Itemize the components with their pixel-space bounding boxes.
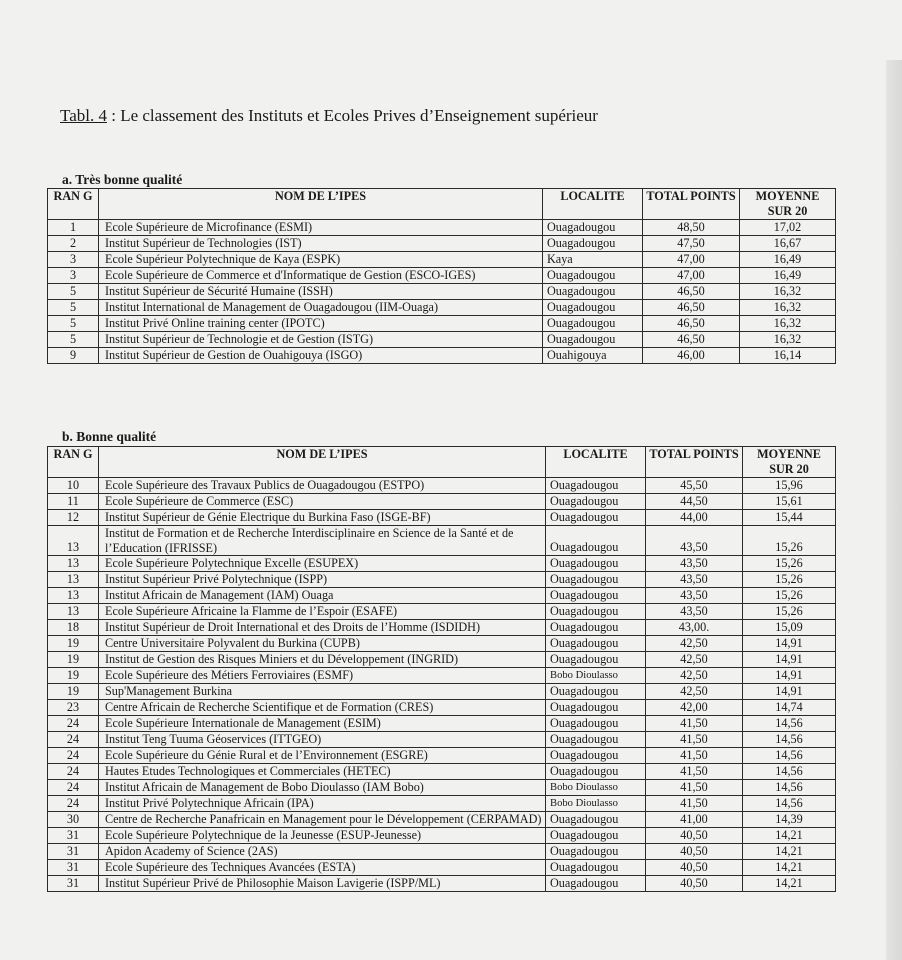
- locality-cell: Ouagadougou: [543, 236, 643, 252]
- table-row: [48, 860, 836, 876]
- average-cell: 16,14: [740, 348, 836, 364]
- rank-cell: 5: [48, 300, 99, 316]
- name-cell: Ecole Supérieure des Techniques Avancées (ESTA): [99, 860, 546, 876]
- total-points-cell: 41,50: [646, 764, 743, 780]
- name-cell: Institut Africain de Management (IAM) Ouaga: [99, 588, 546, 604]
- locality-cell: Ouagadougou: [543, 300, 643, 316]
- total-points-cell: 41,50: [646, 796, 743, 812]
- locality-cell: Ouagadougou: [546, 510, 646, 526]
- locality-cell: Ouagadougou: [543, 220, 643, 236]
- locality-cell: Ouagadougou: [546, 732, 646, 748]
- table-row: [48, 748, 836, 764]
- total-points-cell: 46,00: [643, 348, 740, 364]
- average-cell: 14,91: [743, 668, 836, 684]
- table-row: [48, 716, 836, 732]
- name-cell: Ecole Supérieure des Travaux Publics de Ouagadougou (ESTPO): [99, 478, 546, 494]
- name-cell: Institut Supérieur de Gestion de Ouahigouya (ISGO): [99, 348, 543, 364]
- average-cell: 14,56: [743, 796, 836, 812]
- average-cell: 15,26: [743, 572, 836, 588]
- section-b-title: b. Bonne qualité: [62, 429, 157, 444]
- locality-cell: Ouagadougou: [546, 588, 646, 604]
- rank-cell: 19: [48, 652, 99, 668]
- header-localite: LOCALITE: [546, 447, 646, 478]
- average-cell: 14,39: [743, 812, 836, 828]
- table-row: [48, 620, 836, 636]
- rank-cell: 18: [48, 620, 99, 636]
- rank-cell: 13: [48, 604, 99, 620]
- total-points-cell: 46,50: [643, 284, 740, 300]
- name-cell: Ecole Supérieur Polytechnique de Kaya (ESPK): [99, 252, 543, 268]
- name-cell: Institut Supérieur de Sécurité Humaine (ISSH): [99, 284, 543, 300]
- table-row: [48, 572, 836, 588]
- rank-cell: 5: [48, 284, 99, 300]
- name-cell: Sup'Management Burkina: [99, 684, 546, 700]
- average-cell: 14,21: [743, 828, 836, 844]
- locality-cell: Ouagadougou: [546, 604, 646, 620]
- total-points-cell: 43,50: [646, 556, 743, 572]
- locality-cell: Ouahigouya: [543, 348, 643, 364]
- header-nom: NOM DE L’IPES: [99, 447, 546, 478]
- name-cell: Institut de Formation et de Recherche Interdisciplinaire en Science de la Santé et de l’Education (IFRISSE): [99, 526, 546, 556]
- average-cell: 14,56: [743, 764, 836, 780]
- locality-cell: Ouagadougou: [546, 876, 646, 892]
- average-cell: 15,26: [743, 588, 836, 604]
- total-points-cell: 47,00: [643, 252, 740, 268]
- total-points-cell: 42,50: [646, 668, 743, 684]
- total-points-cell: 40,50: [646, 844, 743, 860]
- table-row: [48, 876, 836, 892]
- table-row: [48, 510, 836, 526]
- average-cell: 14,21: [743, 844, 836, 860]
- name-cell: Ecole Supérieure des Métiers Ferroviaires (ESMF): [99, 668, 546, 684]
- name-cell: Institut Supérieur de Technologie et de Gestion (ISTG): [99, 332, 543, 348]
- locality-cell: Bobo Dioulasso: [546, 796, 646, 812]
- rank-cell: 30: [48, 812, 99, 828]
- rank-cell: 31: [48, 860, 99, 876]
- rank-cell: 24: [48, 732, 99, 748]
- table-row: [48, 556, 836, 572]
- average-cell: 14,91: [743, 636, 836, 652]
- average-cell: 15,26: [743, 526, 836, 556]
- table-row: [48, 252, 836, 268]
- locality-cell: Ouagadougou: [546, 652, 646, 668]
- total-points-cell: 47,50: [643, 236, 740, 252]
- locality-cell: Ouagadougou: [543, 268, 643, 284]
- total-points-cell: 42,50: [646, 636, 743, 652]
- locality-cell: Ouagadougou: [546, 812, 646, 828]
- name-cell: Institut de Gestion des Risques Miniers et du Développement (INGRID): [99, 652, 546, 668]
- locality-cell: Ouagadougou: [546, 572, 646, 588]
- locality-cell: Ouagadougou: [546, 556, 646, 572]
- average-cell: 16,32: [740, 284, 836, 300]
- total-points-cell: 41,00: [646, 812, 743, 828]
- name-cell: Institut Supérieur de Technologies (IST): [99, 236, 543, 252]
- name-cell: Institut Supérieur de Droit International et des Droits de l’Homme (ISDIDH): [99, 620, 546, 636]
- header-nom: NOM DE L’IPES: [99, 189, 543, 220]
- total-points-cell: 47,00: [643, 268, 740, 284]
- locality-cell: Ouagadougou: [546, 636, 646, 652]
- name-cell: Apidon Academy of Science (2AS): [99, 844, 546, 860]
- average-cell: 14,56: [743, 748, 836, 764]
- rank-cell: 13: [48, 588, 99, 604]
- locality-cell: Ouagadougou: [546, 860, 646, 876]
- total-points-cell: 44,00: [646, 510, 743, 526]
- table-row: [48, 236, 836, 252]
- table-row: [48, 332, 836, 348]
- total-points-cell: 41,50: [646, 716, 743, 732]
- locality-cell: Ouagadougou: [546, 526, 646, 556]
- table-row: [48, 268, 836, 284]
- header-rang: RAN G: [48, 447, 99, 478]
- ranking-table-a: [47, 188, 836, 364]
- rank-cell: 3: [48, 268, 99, 284]
- total-points-cell: 43,50: [646, 604, 743, 620]
- average-cell: 14,91: [743, 652, 836, 668]
- average-cell: 16,49: [740, 252, 836, 268]
- average-cell: 15,26: [743, 556, 836, 572]
- table-row: [48, 780, 836, 796]
- table-row: [48, 652, 836, 668]
- total-points-cell: 40,50: [646, 876, 743, 892]
- rank-cell: 12: [48, 510, 99, 526]
- ranking-table-b: [47, 446, 836, 892]
- name-cell: Centre Universitaire Polyvalent du Burkina (CUPB): [99, 636, 546, 652]
- locality-cell: Ouagadougou: [546, 620, 646, 636]
- rank-cell: 11: [48, 494, 99, 510]
- rank-cell: 24: [48, 716, 99, 732]
- average-cell: 14,74: [743, 700, 836, 716]
- table-row: [48, 494, 836, 510]
- locality-cell: Ouagadougou: [546, 684, 646, 700]
- header-moyenne: MOYENNE SUR 20: [743, 447, 836, 478]
- average-cell: 16,32: [740, 300, 836, 316]
- average-cell: 15,09: [743, 620, 836, 636]
- table-row: [48, 300, 836, 316]
- locality-cell: Ouagadougou: [543, 284, 643, 300]
- table-row: [48, 668, 836, 684]
- table-caption: : Le classement des Instituts et Ecoles Prives d’Enseignement supérieur: [106, 106, 598, 125]
- average-cell: 14,21: [743, 876, 836, 892]
- name-cell: Hautes Etudes Technologiques et Commerciales (HETEC): [99, 764, 546, 780]
- name-cell: Ecole Supérieure de Commerce et d'Informatique de Gestion (ESCO-IGES): [99, 268, 543, 284]
- rank-cell: 31: [48, 828, 99, 844]
- locality-cell: Bobo Dioulasso: [546, 668, 646, 684]
- header-total: TOTAL POINTS: [643, 189, 740, 220]
- name-cell: Centre Africain de Recherche Scientifique et de Formation (CRES): [99, 700, 546, 716]
- average-cell: 15,26: [743, 604, 836, 620]
- name-cell: Institut Privé Online training center (IPOTC): [99, 316, 543, 332]
- rank-cell: 19: [48, 636, 99, 652]
- table-header-row: [48, 189, 836, 220]
- table-label: Tabl. 4: [60, 106, 107, 125]
- rank-cell: 13: [48, 526, 99, 556]
- total-points-cell: 43,50: [646, 572, 743, 588]
- rank-cell: 3: [48, 252, 99, 268]
- name-cell: Institut Supérieur Privé Polytechnique (ISPP): [99, 572, 546, 588]
- total-points-cell: 46,50: [643, 332, 740, 348]
- average-cell: 14,21: [743, 860, 836, 876]
- locality-cell: Ouagadougou: [546, 748, 646, 764]
- section-a-title: a. Très bonne qualité: [62, 172, 183, 187]
- rank-cell: 9: [48, 348, 99, 364]
- average-cell: 14,91: [743, 684, 836, 700]
- table-row: [48, 796, 836, 812]
- table-row: [48, 348, 836, 364]
- locality-cell: Bobo Dioulasso: [546, 780, 646, 796]
- header-rang: RAN G: [48, 189, 99, 220]
- page-edge: [886, 60, 902, 960]
- locality-cell: Ouagadougou: [546, 478, 646, 494]
- total-points-cell: 41,50: [646, 732, 743, 748]
- total-points-cell: 40,50: [646, 860, 743, 876]
- name-cell: Institut Africain de Management de Bobo Dioulasso (IAM Bobo): [99, 780, 546, 796]
- total-points-cell: 44,50: [646, 494, 743, 510]
- table-row: [48, 588, 836, 604]
- table-row: [48, 700, 836, 716]
- total-points-cell: 41,50: [646, 780, 743, 796]
- average-cell: 16,32: [740, 332, 836, 348]
- name-cell: Institut International de Management de Ouagadougou (IIM-Ouaga): [99, 300, 543, 316]
- document-title: [60, 106, 598, 126]
- rank-cell: 5: [48, 332, 99, 348]
- table-row: [48, 316, 836, 332]
- rank-cell: 31: [48, 876, 99, 892]
- table-row: [48, 284, 836, 300]
- table-row: [48, 684, 836, 700]
- header-localite: LOCALITE: [543, 189, 643, 220]
- rank-cell: 24: [48, 796, 99, 812]
- locality-cell: Ouagadougou: [546, 494, 646, 510]
- total-points-cell: 43,00.: [646, 620, 743, 636]
- rank-cell: 24: [48, 764, 99, 780]
- table-row: [48, 844, 836, 860]
- total-points-cell: 46,50: [643, 316, 740, 332]
- locality-cell: Kaya: [543, 252, 643, 268]
- total-points-cell: 43,50: [646, 588, 743, 604]
- total-points-cell: 42,00: [646, 700, 743, 716]
- total-points-cell: 43,50: [646, 526, 743, 556]
- total-points-cell: 48,50: [643, 220, 740, 236]
- total-points-cell: 42,50: [646, 652, 743, 668]
- average-cell: 15,96: [743, 478, 836, 494]
- locality-cell: Ouagadougou: [546, 716, 646, 732]
- total-points-cell: 45,50: [646, 478, 743, 494]
- table-header-row: [48, 447, 836, 478]
- table-row: [48, 478, 836, 494]
- name-cell: Ecole Supérieure Polytechnique de la Jeunesse (ESUP-Jeunesse): [99, 828, 546, 844]
- name-cell: Ecole Supérieure Polytechnique Excelle (ESUPEX): [99, 556, 546, 572]
- rank-cell: 13: [48, 572, 99, 588]
- rank-cell: 31: [48, 844, 99, 860]
- name-cell: Institut Supérieur de Génie Electrique du Burkina Faso (ISGE-BF): [99, 510, 546, 526]
- name-cell: Institut Privé Polytechnique Africain (IPA): [99, 796, 546, 812]
- header-total: TOTAL POINTS: [646, 447, 743, 478]
- header-moyenne: MOYENNE SUR 20: [740, 189, 836, 220]
- name-cell: Ecole Supérieure du Génie Rural et de l’Environnement (ESGRE): [99, 748, 546, 764]
- table-row: [48, 732, 836, 748]
- locality-cell: Ouagadougou: [546, 764, 646, 780]
- table-row: [48, 526, 836, 556]
- locality-cell: Ouagadougou: [546, 700, 646, 716]
- rank-cell: 19: [48, 684, 99, 700]
- average-cell: 17,02: [740, 220, 836, 236]
- table-row: [48, 812, 836, 828]
- name-cell: Ecole Supérieure Internationale de Management (ESIM): [99, 716, 546, 732]
- rank-cell: 13: [48, 556, 99, 572]
- locality-cell: Ouagadougou: [546, 828, 646, 844]
- name-cell: Ecole Supérieure Africaine la Flamme de l’Espoir (ESAFE): [99, 604, 546, 620]
- rank-cell: 2: [48, 236, 99, 252]
- rank-cell: 10: [48, 478, 99, 494]
- rank-cell: 24: [48, 780, 99, 796]
- table-row: [48, 220, 836, 236]
- name-cell: Institut Teng Tuuma Géoservices (ITTGEO): [99, 732, 546, 748]
- locality-cell: Ouagadougou: [543, 332, 643, 348]
- table-row: [48, 764, 836, 780]
- name-cell: Ecole Supérieure de Microfinance (ESMI): [99, 220, 543, 236]
- rank-cell: 19: [48, 668, 99, 684]
- name-cell: Institut Supérieur Privé de Philosophie Maison Lavigerie (ISPP/ML): [99, 876, 546, 892]
- average-cell: 14,56: [743, 780, 836, 796]
- name-cell: Ecole Supérieure de Commerce (ESC): [99, 494, 546, 510]
- average-cell: 15,61: [743, 494, 836, 510]
- rank-cell: 23: [48, 700, 99, 716]
- average-cell: 14,56: [743, 716, 836, 732]
- average-cell: 16,32: [740, 316, 836, 332]
- total-points-cell: 46,50: [643, 300, 740, 316]
- locality-cell: Ouagadougou: [543, 316, 643, 332]
- average-cell: 16,49: [740, 268, 836, 284]
- total-points-cell: 42,50: [646, 684, 743, 700]
- total-points-cell: 41,50: [646, 748, 743, 764]
- rank-cell: 1: [48, 220, 99, 236]
- locality-cell: Ouagadougou: [546, 844, 646, 860]
- average-cell: 16,67: [740, 236, 836, 252]
- table-row: [48, 828, 836, 844]
- total-points-cell: 40,50: [646, 828, 743, 844]
- rank-cell: 24: [48, 748, 99, 764]
- table-row: [48, 604, 836, 620]
- average-cell: 14,56: [743, 732, 836, 748]
- rank-cell: 5: [48, 316, 99, 332]
- average-cell: 15,44: [743, 510, 836, 526]
- table-row: [48, 636, 836, 652]
- name-cell: Centre de Recherche Panafricain en Management pour le Développement (CERPAMAD): [99, 812, 546, 828]
